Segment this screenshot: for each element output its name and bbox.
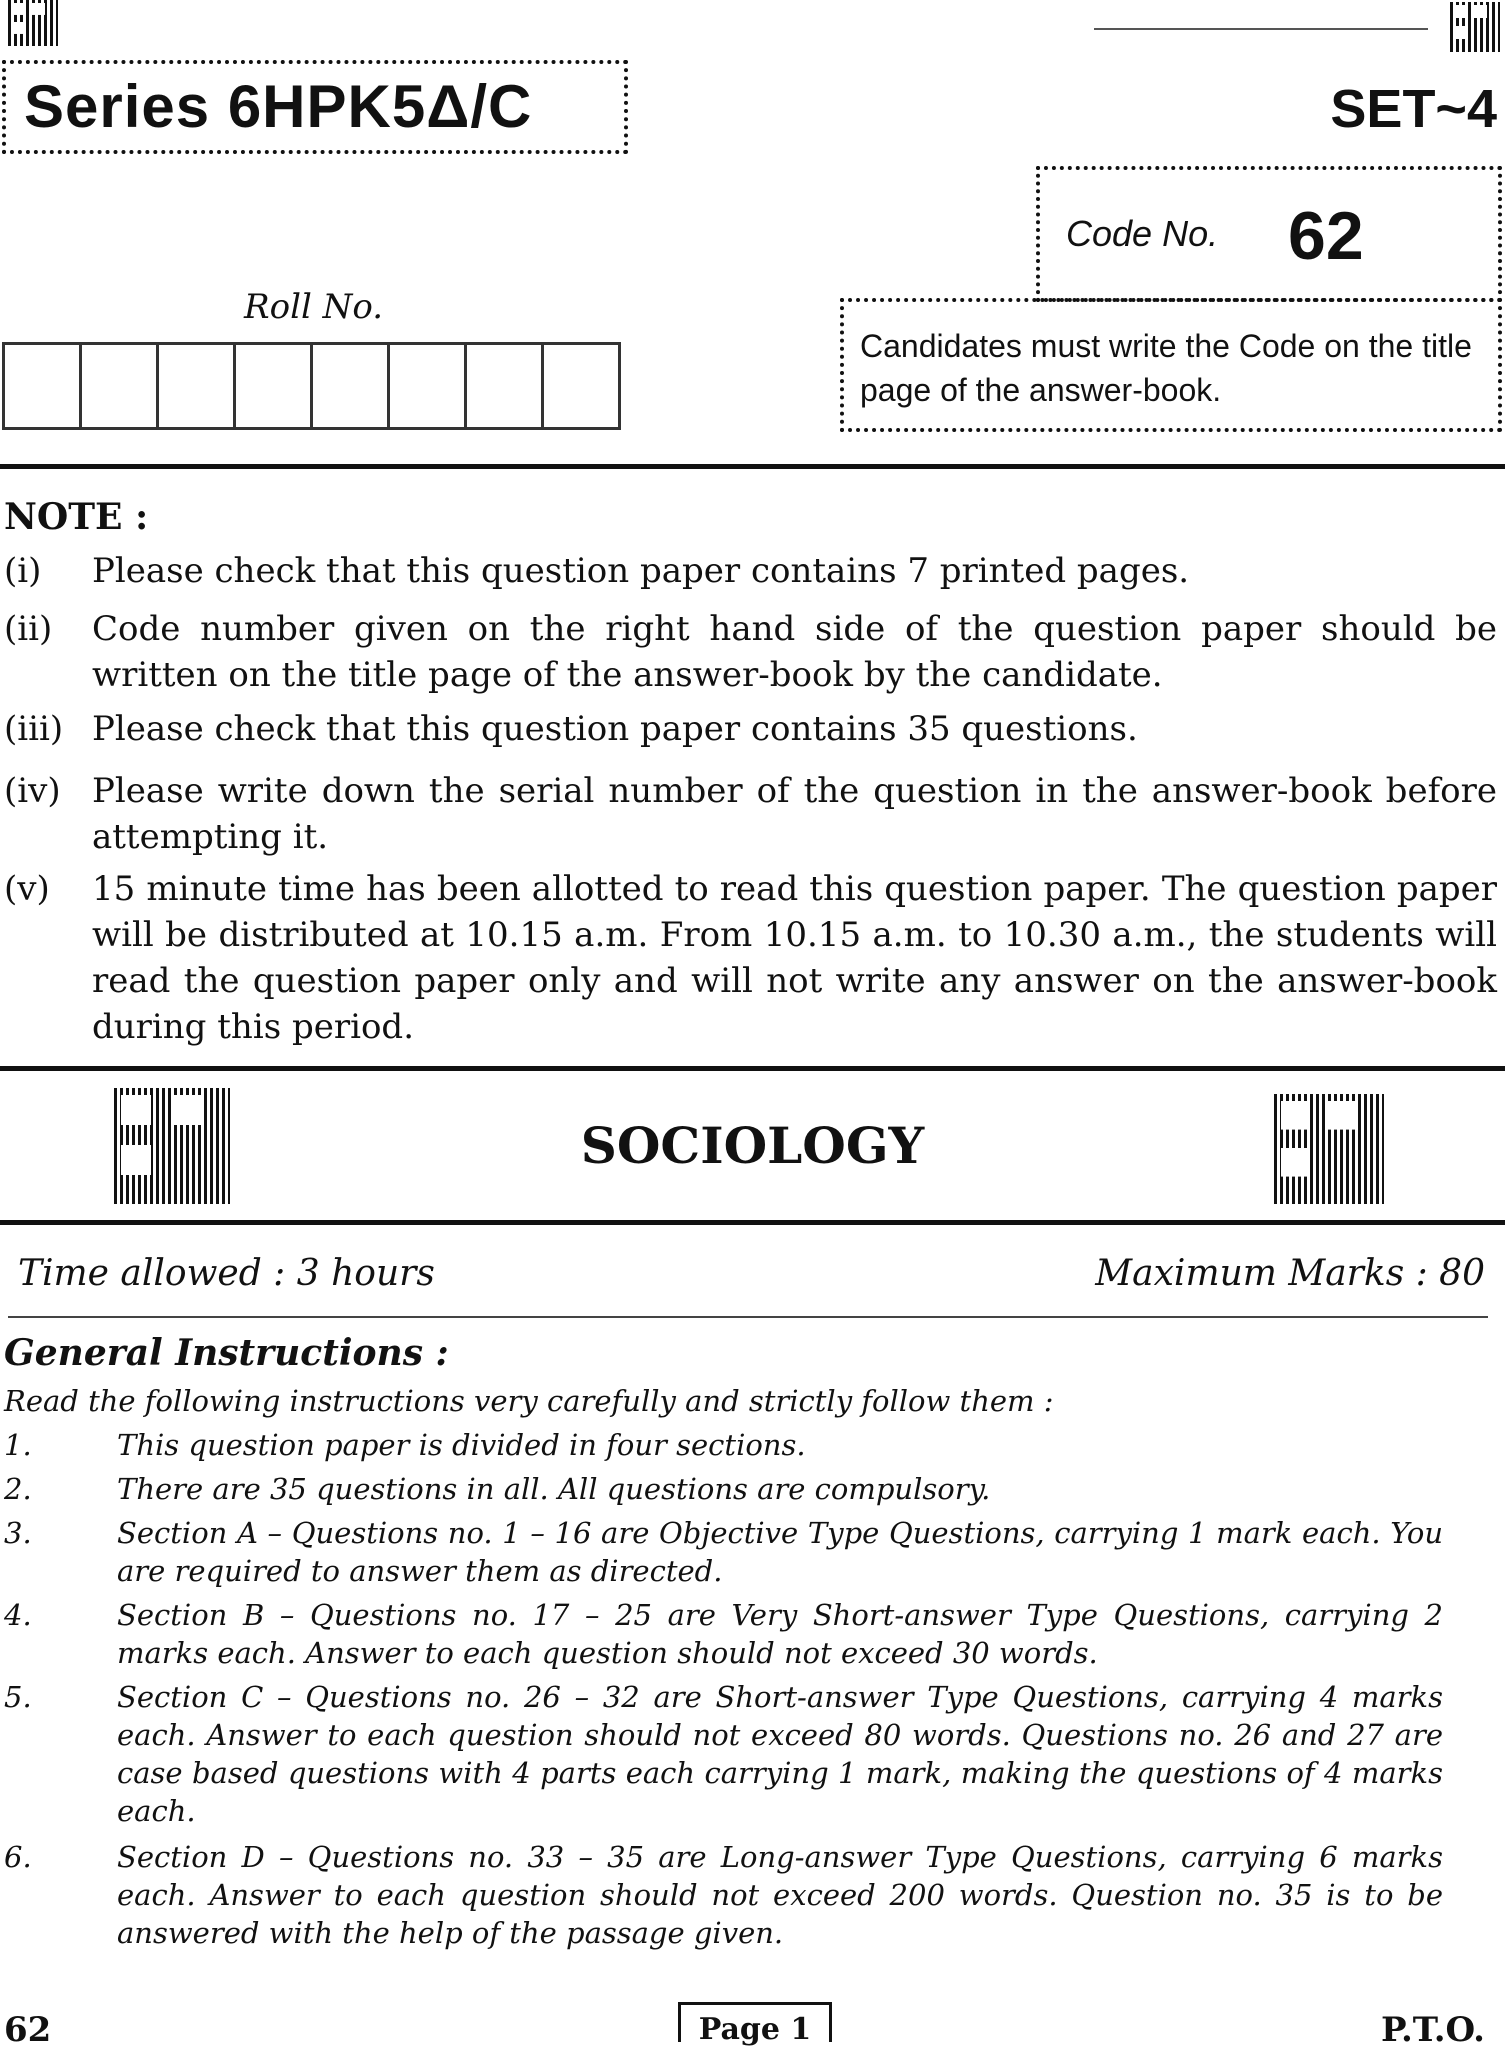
instruction-number: 2.: [4, 1472, 32, 1506]
footer-pto: P.T.O.: [1381, 2010, 1485, 2050]
code-number: 62: [1288, 198, 1364, 274]
set-label: SET~4: [1330, 79, 1497, 139]
roll-no-box[interactable]: [233, 342, 313, 430]
divider-subject-top: [0, 1066, 1505, 1071]
roll-no-box[interactable]: [79, 342, 159, 430]
divider-thin: [8, 1316, 1488, 1318]
instruction-text: Section A – Questions no. 1 – 16 are Objective Type Questions, carrying 1 mark each. You are required to answer them as directed.: [117, 1516, 1443, 1588]
note-item-text: Please write down the serial number of the question in the answer-book before attempting it.: [92, 771, 1497, 857]
instruction-text: This question paper is divided in four sections.: [117, 1428, 806, 1462]
subject-title: SOCIOLOGY: [580, 1116, 925, 1175]
note-heading: NOTE :: [4, 496, 149, 538]
note-item-number: (i): [4, 551, 42, 591]
note-item-text: Please check that this question paper contains 35 questions.: [92, 709, 1138, 749]
note-item-text: 15 minute time has been allotted to read this question paper. The question paper will be distributed at 10.15 a.m. From 10.15 a.m. to 10.30 a.m., the students will read the question paper only and will not write any answer on the answer-book during this period.: [92, 869, 1497, 1047]
note-item-text: Please check that this question paper contains 7 printed pages.: [92, 551, 1190, 591]
top-signature-line: [1094, 28, 1428, 30]
footer-code: 62: [4, 2010, 52, 2050]
instruction-text: Section C – Questions no. 26 – 32 are Short-answer Type Questions, carrying 4 marks each. Answer to each question should not exceed 80 words. Questions no. 26 and 27 are case based questions with 4 parts each carrying 1 mark, making the questions of 4 marks each.: [117, 1680, 1443, 1828]
roll-no-boxes[interactable]: [2, 342, 618, 430]
note-item-number: (ii): [4, 609, 53, 649]
instruction-number: 5.: [4, 1680, 32, 1714]
general-instructions-intro: Read the following instructions very carefully and strictly follow them :: [4, 1384, 1054, 1418]
instruction-text: Section B – Questions no. 17 – 25 are Very Short-answer Type Questions, carrying 2 marks each. Answer to each question should not exceed 30 words.: [117, 1598, 1443, 1670]
roll-no-box[interactable]: [464, 342, 544, 430]
note-item-number: (iii): [4, 709, 64, 749]
qr-code-top-right: [1450, 2, 1500, 52]
roll-no-box[interactable]: [156, 342, 236, 430]
series-label: Series 6HPK5Δ/C: [24, 73, 533, 140]
code-instruction: Candidates must write the Code on the title page of the answer-book.: [860, 328, 1472, 408]
roll-no-label: Roll No.: [244, 287, 384, 327]
instruction-number: 4.: [4, 1598, 32, 1632]
instruction-text: There are 35 questions in all. All questions are compulsory.: [117, 1472, 991, 1506]
general-instructions-heading: General Instructions :: [4, 1332, 449, 1374]
roll-no-box[interactable]: [541, 342, 621, 430]
maximum-marks: Maximum Marks : 80: [1095, 1253, 1485, 1294]
roll-no-box[interactable]: [387, 342, 467, 430]
roll-no-box[interactable]: [310, 342, 390, 430]
roll-no-box[interactable]: [2, 342, 82, 430]
code-prefix: Code No.: [1066, 213, 1219, 254]
qr-code-right: [1274, 1094, 1384, 1204]
instruction-number: 3.: [4, 1516, 32, 1550]
footer-page: Page 1: [698, 2012, 812, 2047]
note-item-number: (iv): [4, 771, 61, 811]
note-item-text: Code number given on the right hand side of the question paper should be written on the title page of the answer-book by the candidate.: [92, 609, 1497, 695]
divider-subject-bottom: [0, 1220, 1505, 1225]
instruction-number: 6.: [4, 1840, 32, 1874]
note-item-number: (v): [4, 869, 50, 909]
instruction-number: 1.: [4, 1428, 32, 1462]
qr-code-top-left: [8, 0, 58, 46]
instruction-text: Section D – Questions no. 33 – 35 are Long-answer Type Questions, carrying 6 marks each. Answer to each question should not exceed 200 words. Question no. 35 is to be answered with the help of the passage given.: [117, 1840, 1443, 1950]
divider-top: [0, 464, 1505, 469]
time-allowed: Time allowed : 3 hours: [18, 1253, 435, 1294]
